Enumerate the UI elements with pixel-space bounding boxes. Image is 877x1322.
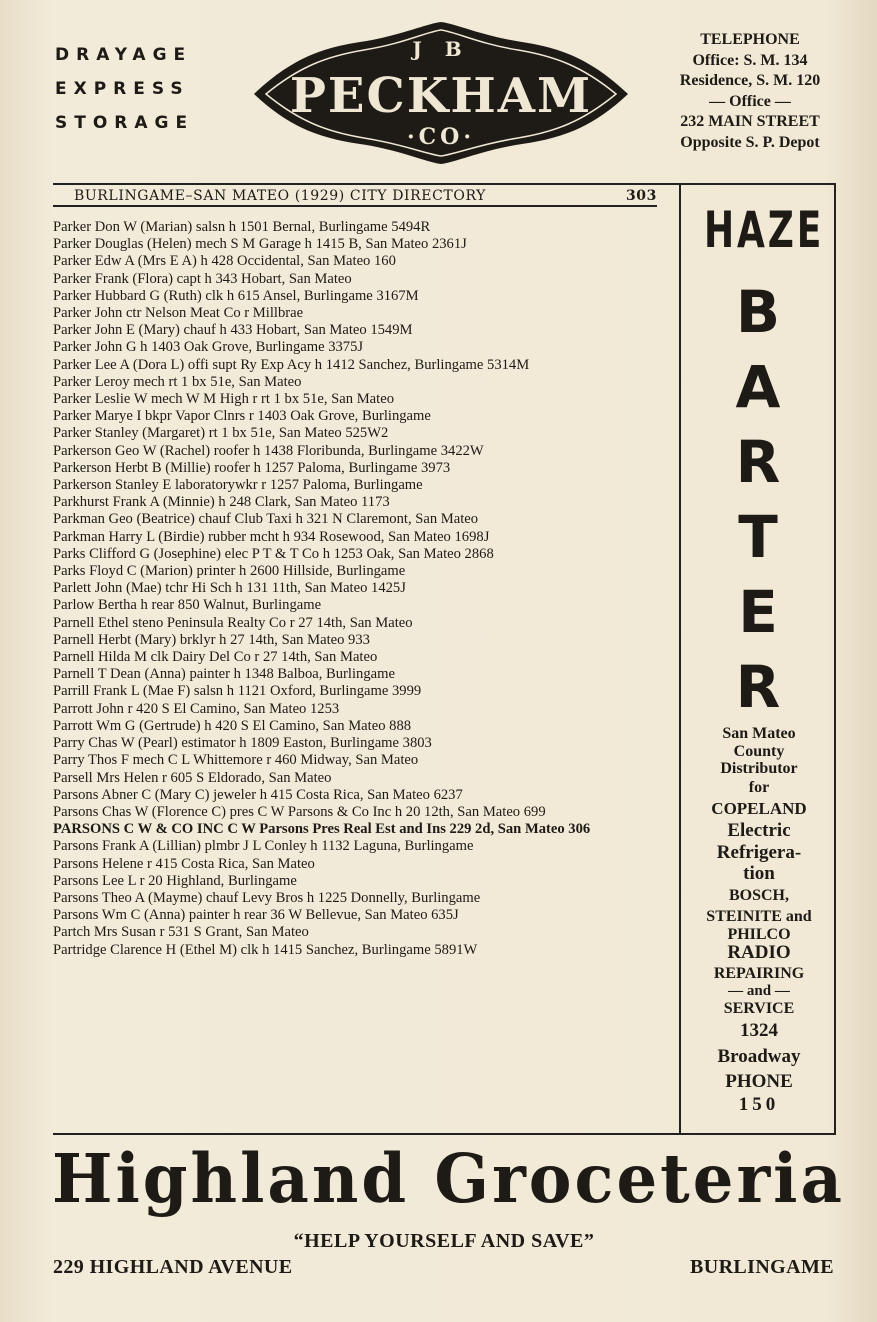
barter-heading xyxy=(683,275,833,725)
directory-entry: Parsons Abner C (Mary C) jeweler h 415 Costa Rica, San Mateo 6237 xyxy=(53,786,463,803)
directory-entry: Parnell Ethel steno Peninsula Realty Co r 27 14th, San Mateo xyxy=(53,614,413,631)
directory-entry: Parry Thos F mech C L Whittemore r 460 Midway, San Mateo xyxy=(53,752,419,769)
ad-line: RADIO xyxy=(727,942,791,963)
header-title: BURLINGAME–SAN MATEO (1929) CITY DIRECTORY xyxy=(74,188,486,204)
barter-letter: A xyxy=(735,353,781,421)
directory-entry: Parnell T Dean (Anna) painter h 1348 Balboa, Burlingame xyxy=(53,666,395,683)
directory-entry: Parsons Theo A (Mayme) chauf Levy Bros h 1225 Donnelly, Burlingame xyxy=(53,889,481,906)
directory-entry: Partridge Clarence H (Ethel M) clk h 1415 Sanchez, Burlingame 5891W xyxy=(53,941,478,958)
ad-line: County xyxy=(733,743,785,760)
telephone-line: 232 MAIN STREET xyxy=(680,113,820,130)
ad-line: — and — xyxy=(728,983,790,999)
telephone-block xyxy=(650,30,850,153)
ad-line: 1324 xyxy=(740,1020,778,1041)
ad-line: Refrigera- xyxy=(716,842,802,863)
barter-letter: B xyxy=(735,278,781,346)
services-list xyxy=(55,38,245,140)
barter-letter: R xyxy=(735,428,781,496)
directory-entry: Parker Leslie W mech W M High r rt 1 bx 51e, San Mateo xyxy=(53,391,394,408)
barter-letter: E xyxy=(738,578,778,646)
logo-bottom-text: ·CO· xyxy=(407,124,475,150)
service-line: STORAGE xyxy=(55,113,195,133)
telephone-line: Office: S. M. 134 xyxy=(692,51,808,69)
directory-entry: Parry Chas W (Pearl) estimator h 1809 Easton, Burlingame 3803 xyxy=(53,735,432,752)
directory-entry: Parker Lee A (Dora L) offi supt Ry Exp Acy h 1412 Sanchez, Burlingame 5314M xyxy=(53,356,530,373)
peckham-logo xyxy=(250,20,632,165)
directory-entry: PARSONS C W & CO INC C W Parsons Pres Real Est and Ins 229 2d, San Mateo 306 xyxy=(53,821,591,838)
running-header xyxy=(74,188,657,206)
telephone-line: — Office — xyxy=(709,92,791,110)
directory-entry: Parsons Frank A (Lillian) plmbr J L Conley h 1132 Laguna, Burlingame xyxy=(53,838,474,855)
groceteria-address: 229 HIGHLAND AVENUE xyxy=(53,1256,293,1278)
groceteria-title: Highland Groceteria xyxy=(52,1140,845,1219)
directory-entry: Parnell Hilda M clk Dairy Del Co r 27 14th, San Mateo xyxy=(53,649,378,666)
ad-line: 150 xyxy=(738,1094,780,1115)
telephone-line: TELEPHONE xyxy=(700,31,800,48)
directory-entry: Parkman Geo (Beatrice) chauf Club Taxi h 321 N Claremont, San Mateo xyxy=(53,511,479,528)
service-line: DRAYAGE xyxy=(55,45,193,65)
directory-entry: Parks Floyd C (Marion) printer h 2600 Hillside, Burlingame xyxy=(53,563,406,580)
directory-entry: Parker Leroy mech rt 1 bx 51e, San Mateo xyxy=(53,373,302,390)
ad-line: PHONE xyxy=(725,1071,793,1092)
service-line: EXPRESS xyxy=(55,79,190,99)
directory-entry: Parker Marye I bkpr Vapor Clnrs r 1403 Oak Grove, Burlingame xyxy=(53,408,431,425)
directory-entry: Parker John ctr Nelson Meat Co r Millbrae xyxy=(53,305,304,322)
barter-letter: T xyxy=(738,503,778,571)
ad-line: Broadway xyxy=(717,1046,801,1067)
page-number: 303 xyxy=(625,188,657,204)
logo-name-text: PECKHAM xyxy=(289,68,593,124)
frame-top-rule xyxy=(53,183,836,185)
ad-line: REPAIRING xyxy=(713,965,805,982)
ad-line: SERVICE xyxy=(723,1000,795,1017)
directory-entry: Parker Don W (Marian) salsn h 1501 Bernal, Burlingame 5494R xyxy=(53,219,431,235)
directory-entry: Parker Edw A (Mrs E A) h 428 Occidental, San Mateo 160 xyxy=(53,253,396,270)
directory-entry: Parker John E (Mary) chauf h 433 Hobart, San Mateo 1549M xyxy=(53,322,413,339)
directory-entry: Parkhurst Frank A (Minnie) h 248 Clark, San Mateo 1173 xyxy=(53,494,390,511)
haze-heading: HAZE xyxy=(704,201,825,259)
directory-entry: Parrott Wm G (Gertrude) h 420 S El Camino, San Mateo 888 xyxy=(53,717,412,734)
directory-entries xyxy=(53,219,657,959)
directory-entry: Parlett John (Mae) tchr Hi Sch h 131 11th, San Mateo 1425J xyxy=(53,580,406,597)
directory-entry: Parsons Lee L r 20 Highland, Burlingame xyxy=(53,872,297,889)
ad-line: tion xyxy=(743,863,775,884)
directory-entry: Parker Hubbard G (Ruth) clk h 615 Ansel, Burlingame 3167M xyxy=(53,287,419,304)
directory-entry: Parsell Mrs Helen r 605 S Eldorado, San Mateo xyxy=(53,769,332,786)
telephone-line: Opposite S. P. Depot xyxy=(680,133,820,151)
directory-entry: Parsons Helene r 415 Costa Rica, San Mateo xyxy=(53,855,315,872)
column-divider xyxy=(679,183,681,1133)
directory-entry: Parker Frank (Flora) capt h 343 Hobart, San Mateo xyxy=(53,270,352,287)
ad-line: COPELAND xyxy=(711,799,807,818)
frame-bottom-rule xyxy=(53,1133,836,1135)
ad-line: San Mateo xyxy=(722,725,796,742)
directory-entry: Parkerson Geo W (Rachel) roofer h 1438 Floribunda, Burlingame 3422W xyxy=(53,442,484,459)
directory-entry: Partch Mrs Susan r 531 S Grant, San Mateo xyxy=(53,924,309,941)
directory-entry: Parker Stanley (Margaret) rt 1 bx 51e, San Mateo 525W2 xyxy=(53,425,389,442)
directory-entry: Parlow Bertha h rear 850 Walnut, Burlingame xyxy=(53,597,322,614)
logo-top-text: J B xyxy=(412,37,470,61)
directory-entry: Parkerson Herbt B (Millie) roofer h 1257 Paloma, Burlingame 3973 xyxy=(53,459,451,476)
directory-entry: Parrill Frank L (Mae F) salsn h 1121 Oxford, Burlingame 3999 xyxy=(53,683,422,700)
ad-line: PHILCO xyxy=(727,926,791,943)
ad-line: Electric xyxy=(727,820,791,841)
ad-line: for xyxy=(748,779,770,796)
directory-entry: Parker John G h 1403 Oak Grove, Burlingame 3375J xyxy=(53,339,364,356)
barter-letter: R xyxy=(735,653,781,721)
directory-entry: Parkman Harry L (Birdie) rubber mcht h 934 Rosewood, San Mateo 1698J xyxy=(53,528,490,545)
directory-entry: Parrott John r 420 S El Camino, San Mateo 1253 xyxy=(53,700,340,717)
groceteria-slogan: “HELP YOURSELF AND SAVE” xyxy=(293,1230,595,1252)
ad-line: STEINITE and xyxy=(706,908,812,925)
telephone-line: Residence, S. M. 120 xyxy=(679,72,821,89)
directory-entry: Parsons Chas W (Florence C) pres C W Parsons & Co Inc h 20 12th, San Mateo 699 xyxy=(53,803,546,820)
directory-entry: Parsons Wm C (Anna) painter h rear 36 W Bellevue, San Mateo 635J xyxy=(53,907,459,924)
ad-line: BOSCH, xyxy=(728,887,789,904)
directory-entry: Parkerson Stanley E laboratorywkr r 1257 Paloma, Burlingame xyxy=(53,477,423,494)
directory-entry: Parker Douglas (Helen) mech S M Garage h 1415 B, San Mateo 2361J xyxy=(53,236,467,253)
groceteria-city: BURLINGAME xyxy=(689,1256,834,1278)
ad-line: Distributor xyxy=(720,760,798,777)
right-ad-text xyxy=(683,725,835,1116)
directory-entry: Parnell Herbt (Mary) brklyr h 27 14th, San Mateo 933 xyxy=(53,631,370,648)
directory-entry: Parks Clifford G (Josephine) elec P T & T Co h 1253 Oak, San Mateo 2868 xyxy=(53,545,494,562)
